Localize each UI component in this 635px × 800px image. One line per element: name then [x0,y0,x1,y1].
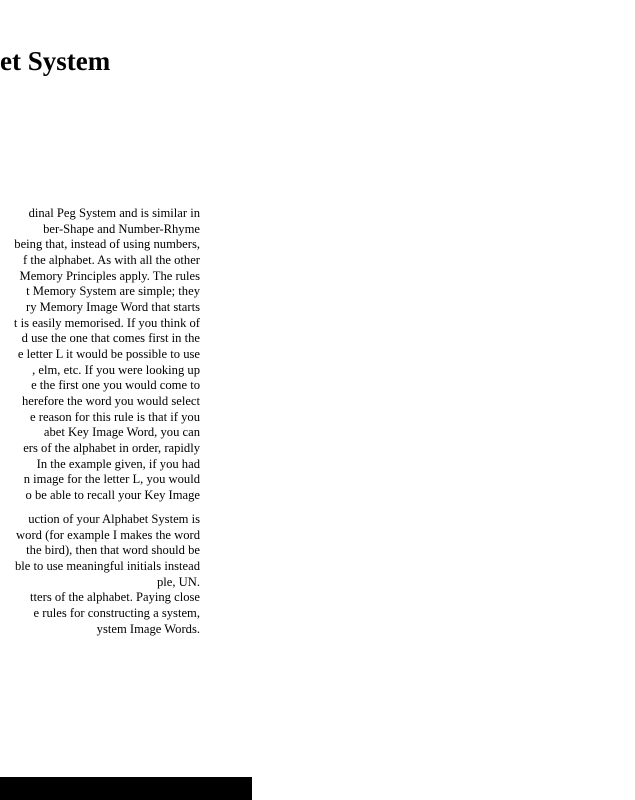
text-line: abet Key Image Word, you can [43,425,200,440]
text-line: herefore the word you would select [22,393,200,408]
text-line: ple, UN. [156,574,200,589]
text-line: , elm, etc. If you were looking up [32,362,200,377]
body-text [0,206,200,637]
text-line: word (for example I makes the word [16,527,200,542]
text-line: f the alphabet. As with all the other [23,252,200,267]
text-line: n image for the letter L, you would [23,472,200,487]
paragraph [0,512,200,590]
text-line: e rules for constructing a system, [33,606,200,620]
text-line: Memory Principles apply. The rules [19,268,200,283]
text-line: ers of the alphabet in order, rapidly [23,440,200,455]
text-line: ber-Shape and Number-Rhyme [43,221,200,236]
text-line: o be able to recall your Key Image [25,487,200,502]
text-line: ry Memory Image Word that starts [26,299,200,314]
paragraph-gap [0,503,200,512]
text-line: ble to use meaningful initials instead [14,559,200,574]
text-line: dinal Peg System and is similar in [28,206,200,220]
paragraph [0,206,200,503]
text-line: In the example given, if you had [36,456,200,471]
text-line: ystem Image Words. [96,621,200,636]
text-line: being that, instead of using numbers, [14,237,200,252]
text-line: t Memory System are simple; they [26,284,200,299]
text-line: e the first one you would come to [31,378,200,393]
text-line: e letter L it would be possible to use [17,346,200,361]
text-line: uction of your Alphabet System is [28,512,200,527]
paragraph [0,590,200,637]
text-line: e reason for this rule is that if you [30,409,200,424]
text-line: d use the one that comes first in the [21,331,200,346]
footer-bar [0,777,252,800]
page-title: et System [0,46,111,76]
text-line: tters of the alphabet. Paying close [30,590,200,605]
text-line: the bird), then that word should be [26,543,200,558]
text-line: t is easily memorised. If you think of [13,315,200,330]
